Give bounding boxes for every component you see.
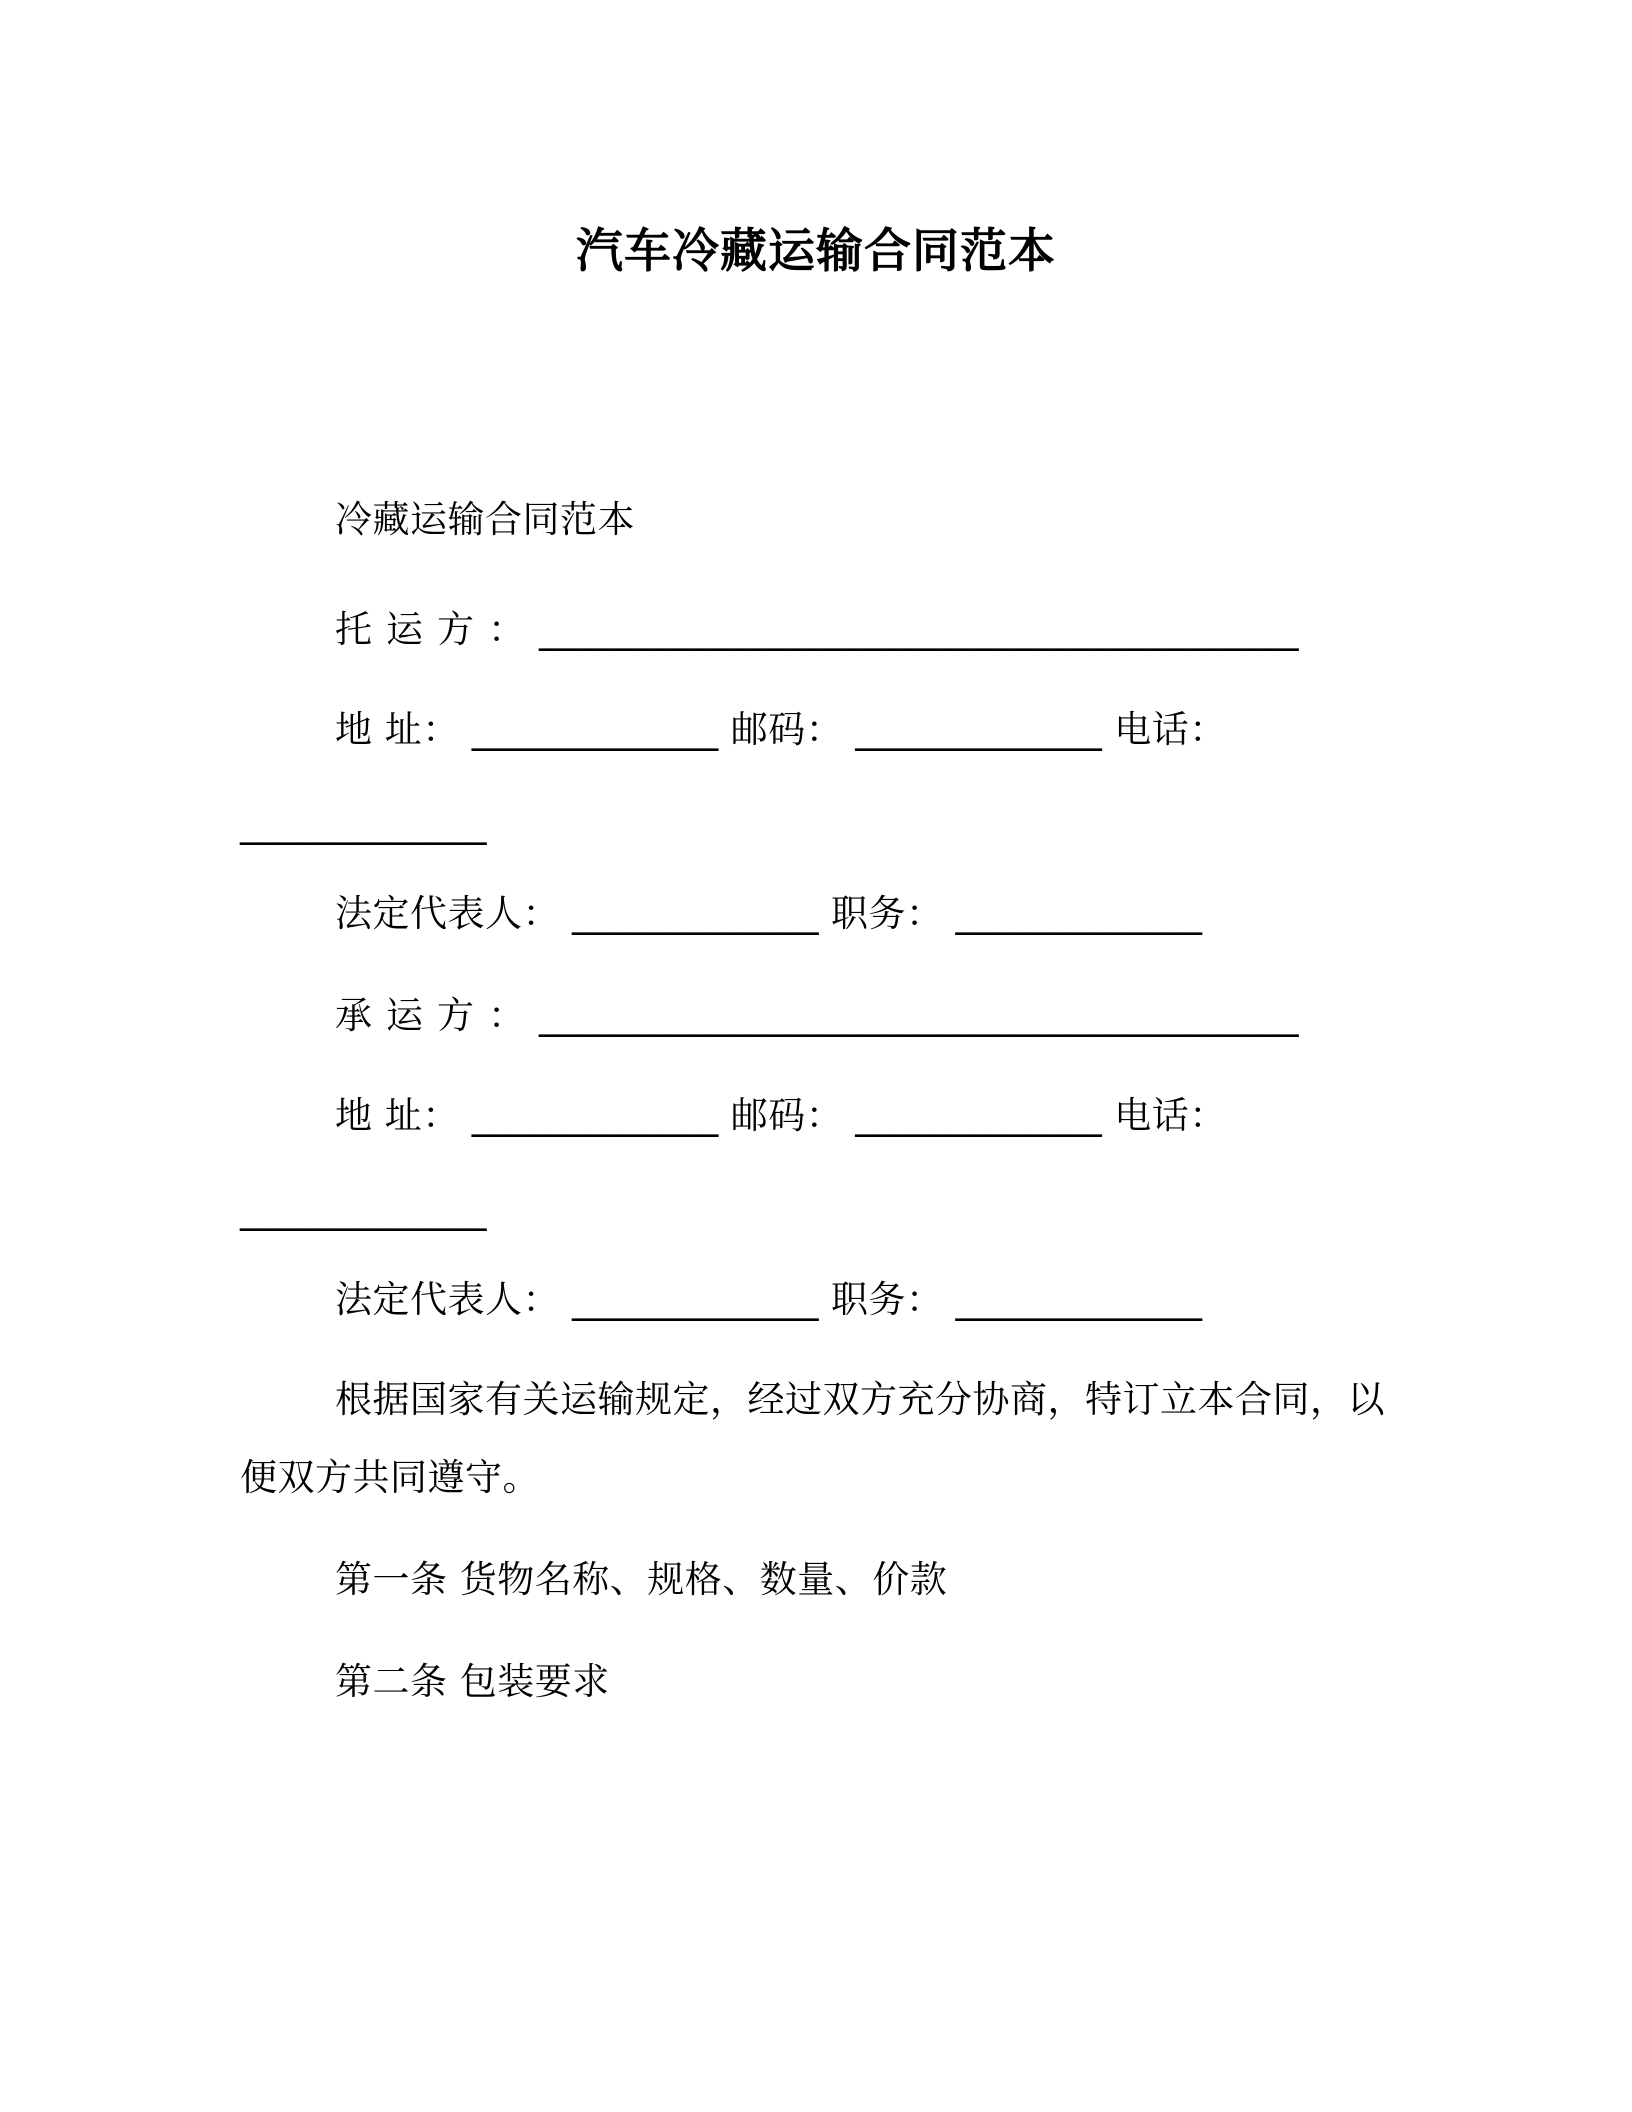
- document-subtitle: 冷藏运输合同范本: [335, 498, 635, 541]
- carrier-rep-blank: _____________: [572, 1278, 819, 1321]
- preamble-line-1: 根据国家有关运输规定，经过双方充分协商，特订立本合同，以: [335, 1378, 1385, 1421]
- carrier-contact-line: [335, 1092, 1227, 1140]
- shipper-address-label: 地 址：: [335, 708, 460, 751]
- shipper-address-blank: _____________: [471, 708, 719, 751]
- shipper-blank: ________________________________________: [539, 608, 1299, 651]
- carrier-rep-label: 法定代表人：: [335, 1278, 560, 1321]
- carrier-title-blank: _____________: [955, 1278, 1203, 1321]
- shipper-label: 托运方：: [335, 608, 539, 651]
- carrier-blank: ________________________________________: [539, 994, 1299, 1037]
- carrier-label: 承运方：: [335, 994, 539, 1037]
- shipper-postcode-label: 邮码：: [730, 708, 844, 751]
- shipper-rep-line: [335, 890, 1203, 938]
- shipper-title-blank: _____________: [955, 892, 1203, 935]
- shipper-postcode-blank: _____________: [855, 708, 1103, 751]
- shipper-contact-line: [335, 706, 1227, 754]
- carrier-address-label: 地 址：: [335, 1094, 460, 1137]
- carrier-line: [335, 992, 1299, 1040]
- shipper-phone-blank: _____________: [240, 802, 487, 845]
- article-1-heading: 第一条 货物名称、规格、数量、价款: [335, 1558, 948, 1601]
- carrier-rep-line: [335, 1276, 1203, 1324]
- shipper-line: [335, 606, 1299, 654]
- carrier-phone-blank: _____________: [240, 1188, 487, 1231]
- shipper-rep-blank: _____________: [572, 892, 819, 935]
- carrier-postcode-label: 邮码：: [730, 1094, 844, 1137]
- carrier-postcode-blank: _____________: [855, 1094, 1103, 1137]
- shipper-rep-label: 法定代表人：: [335, 892, 560, 935]
- carrier-phone-label: 电话：: [1114, 1094, 1227, 1137]
- article-2-heading: 第二条 包装要求: [335, 1660, 610, 1703]
- carrier-title-label: 职务：: [831, 1278, 944, 1321]
- preamble-line-2: 便双方共同遵守。: [240, 1456, 540, 1499]
- shipper-title-label: 职务：: [831, 892, 944, 935]
- shipper-phone-label: 电话：: [1114, 708, 1227, 751]
- carrier-address-blank: _____________: [471, 1094, 719, 1137]
- document-title: 汽车冷藏运输合同范本: [576, 224, 1056, 279]
